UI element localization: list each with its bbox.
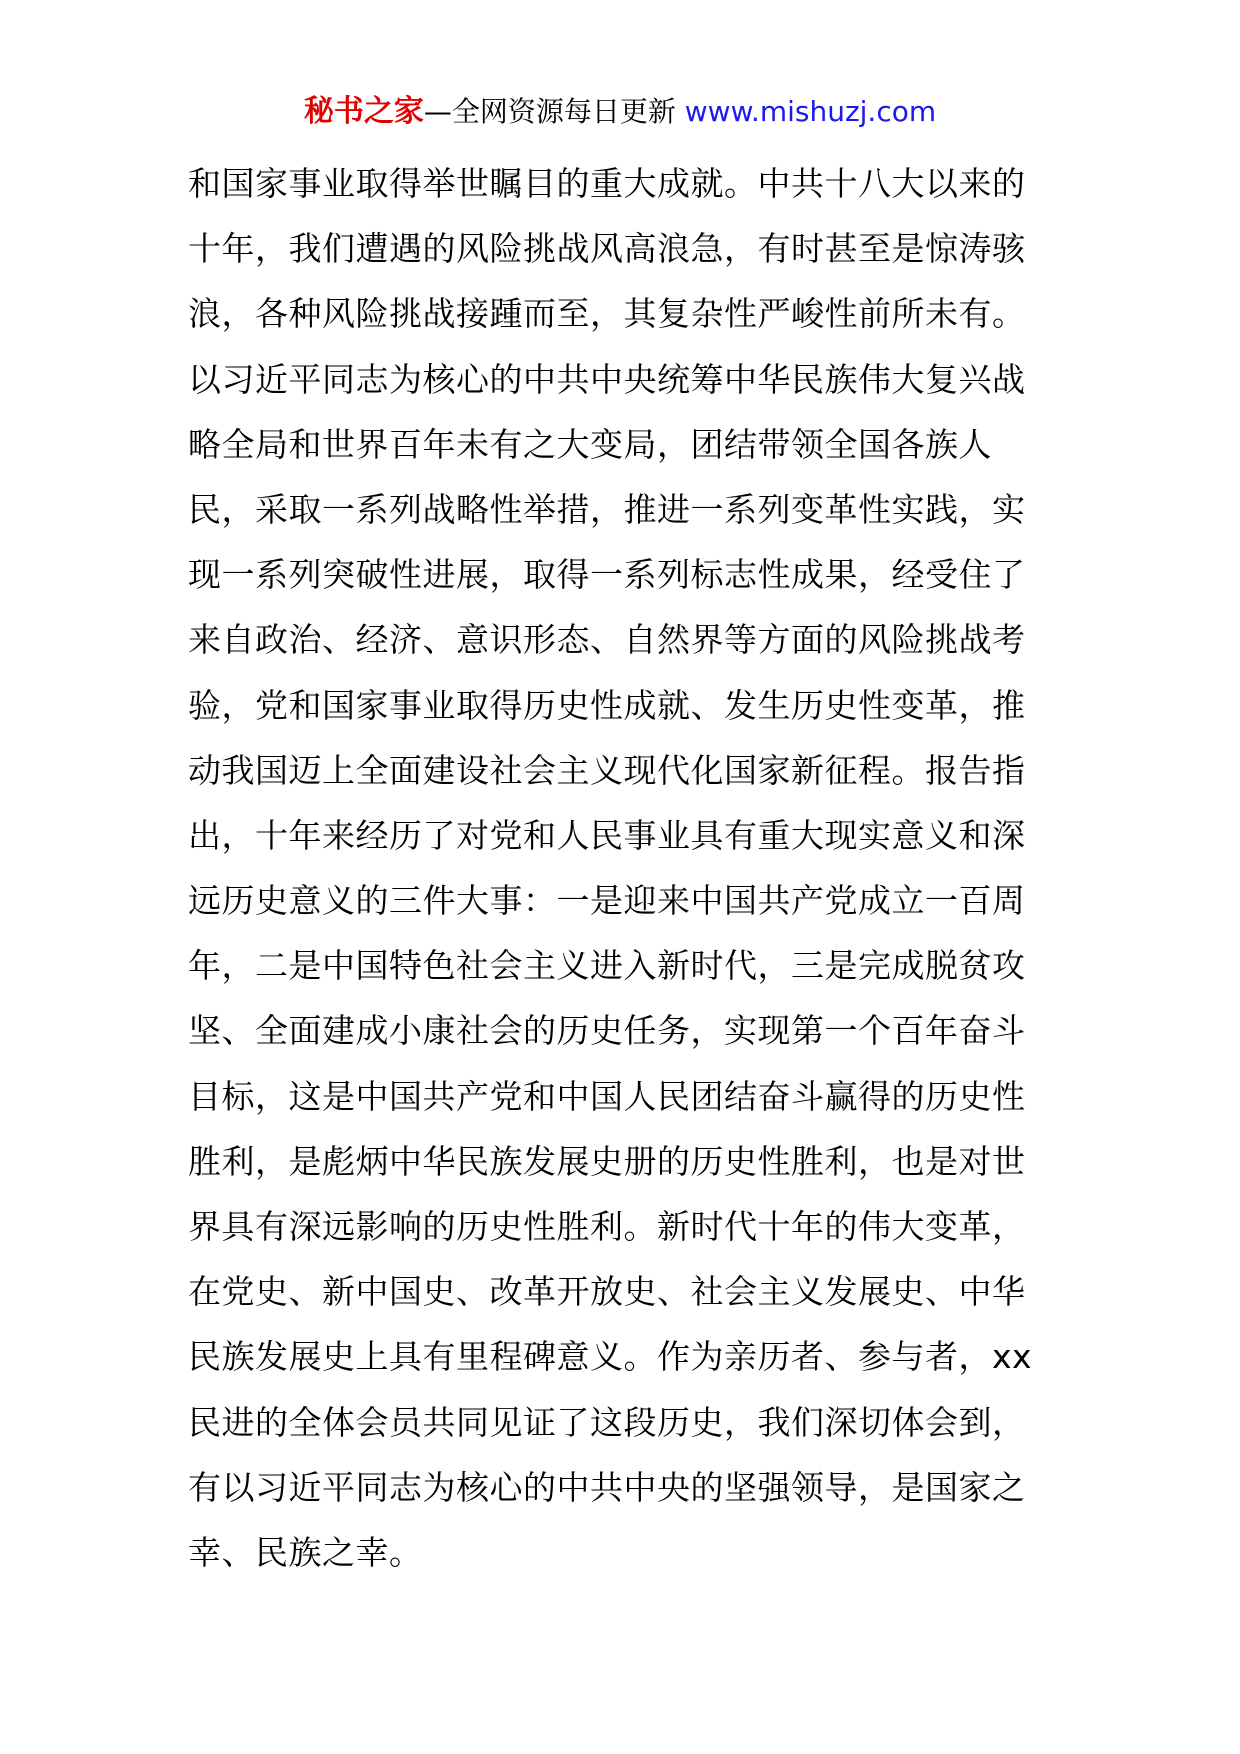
text-line: 略全局和世界百年未有之大变局，团结带领全国各族人 — [188, 424, 992, 464]
text-line: 民，采取一系列战略性举措，推进一系列变革性实践，实 — [188, 489, 1026, 529]
header-slogan: —全网资源每日更新 — [423, 95, 685, 128]
text-line: 目标，这是中国共产党和中国人民团结奋斗赢得的历史性 — [188, 1076, 1026, 1116]
text-line: 动我国迈上全面建设社会主义现代化国家新征程。报告指 — [188, 750, 1026, 790]
text-line: 来自政治、经济、意识形态、自然界等方面的风险挑战考 — [188, 620, 1026, 660]
text-line: 验，党和国家事业取得历史性成就、发生历史性变革，推 — [188, 685, 1026, 725]
body-paragraph — [188, 162, 1058, 1596]
text-line: 在党史、新中国史、改革开放史、社会主义发展史、中华 — [188, 1272, 1026, 1312]
site-url: www.mishuzj.com — [684, 95, 937, 128]
text-line: 现一系列突破性进展，取得一系列标志性成果，经受住了 — [188, 555, 1026, 595]
text-line: 民族发展史上具有里程碑意义。作为亲历者、参与者，xx — [188, 1337, 1033, 1377]
text-line: 胜利，是彪炳中华民族发展史册的历史性胜利，也是对世 — [188, 1141, 1026, 1181]
page-header — [0, 94, 1240, 130]
text-line: 出，十年来经历了对党和人民事业具有重大现实意义和深 — [188, 815, 1026, 855]
text-line: 以习近平同志为核心的中共中央统筹中华民族伟大复兴战 — [188, 359, 1026, 399]
text-line: 有以习近平同志为核心的中共中央的坚强领导，是国家之 — [188, 1467, 1026, 1507]
text-line: 坚、全面建成小康社会的历史任务，实现第一个百年奋斗 — [188, 1011, 1026, 1051]
text-line: 界具有深远影响的历史性胜利。新时代十年的伟大变革， — [188, 1207, 1026, 1246]
text-line: 民进的全体会员共同见证了这段历史，我们深切体会到， — [188, 1402, 1026, 1442]
text-line: 浪，各种风险挑战接踵而至，其复杂性严峻性前所未有。 — [188, 294, 1026, 334]
text-line: 和国家事业取得举世瞩目的重大成就。中共十八大以来的 — [188, 164, 1026, 203]
text-line: 十年，我们遭遇的风险挑战风高浪急，有时甚至是惊涛骇 — [188, 229, 1026, 269]
text-line: 年，二是中国特色社会主义进入新时代，三是完成脱贫攻 — [188, 946, 1026, 986]
text-line: 远历史意义的三件大事：一是迎来中国共产党成立一百周 — [188, 881, 1026, 921]
brand-name: 秘书之家 — [303, 94, 424, 129]
text-line: 幸、民族之幸。 — [188, 1532, 423, 1572]
